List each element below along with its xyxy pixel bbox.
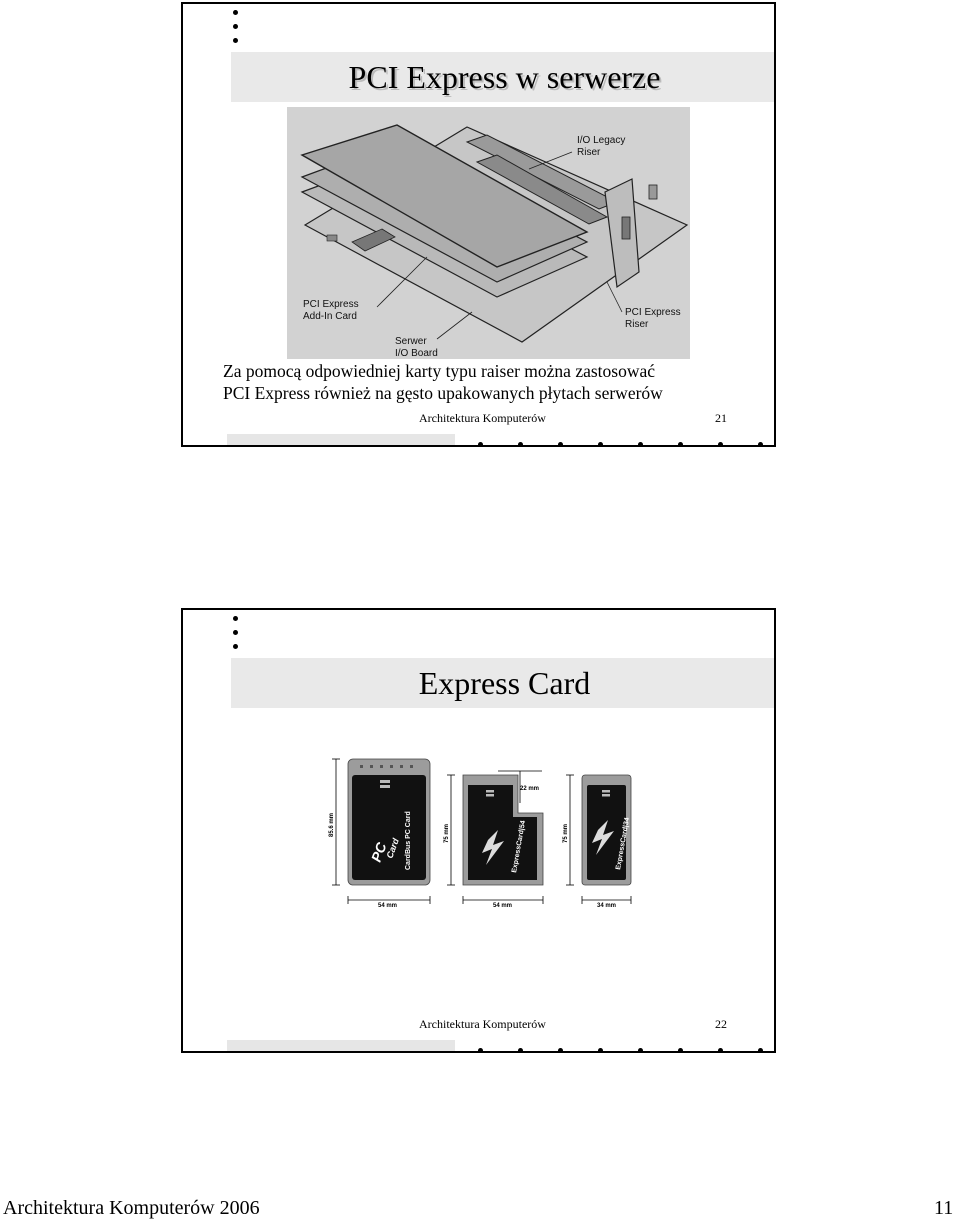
pc-card-width-label: 54 mm (378, 903, 398, 909)
ec34-width-label: 34 mm (597, 903, 617, 909)
pc-card-logo-1: PC (367, 840, 390, 865)
document-footer-title: Architektura Komputerów 2006 (3, 1197, 260, 1219)
io-legacy-riser-label: Riser (577, 147, 601, 158)
slide-title: PCI Express w serwerze (348, 59, 661, 95)
footer-dots (478, 442, 763, 447)
expresscard-34-icon (582, 775, 631, 885)
slide-22 (181, 608, 776, 1053)
addin-card-label-2: Add-In Card (303, 311, 357, 322)
riser-label-1: PCI Express (625, 307, 681, 318)
slide-footer-text: Architektura Komputerów (419, 1017, 546, 1031)
pc-card-height-label: 85.6 mm (329, 812, 335, 837)
decorative-dots (233, 616, 243, 658)
card-comparison-figure (318, 755, 638, 910)
pci-express-riser-figure (287, 107, 690, 359)
slide-title: Express Card (418, 665, 591, 701)
ec34-name: ExpressCard|34 (615, 816, 632, 871)
slide-21 (181, 2, 776, 447)
ec54-height-label: 75 mm (444, 823, 450, 843)
ec34-height-label: 75 mm (563, 823, 569, 843)
footer-dots (478, 1048, 763, 1053)
io-legacy-label: I/O Legacy (577, 135, 626, 146)
pc-card-logo-2: Card (384, 836, 401, 860)
slide-caption (223, 360, 763, 404)
caption-line-1: Za pomocą odpowiedniej karty typu raiser można zastosować (223, 361, 656, 381)
slide-page-number: 21 (715, 411, 727, 425)
pc-card-name: CardBus PC Card (405, 811, 412, 870)
io-board-label-1: Serwer (395, 336, 427, 347)
footer-bar (227, 434, 455, 447)
ec54-width-label: 54 mm (493, 903, 513, 909)
io-board-label-2: I/O Board (395, 348, 438, 359)
ec54-name: ExpressCard|54 (511, 819, 528, 874)
riser-label-2: Riser (625, 319, 649, 330)
document-page-number: 11 (934, 1197, 954, 1219)
footer-bar (227, 1040, 455, 1053)
addin-card-label-1: PCI Express (303, 299, 359, 310)
slide-footer-text: Architektura Komputerów (419, 411, 546, 425)
slide-page-number: 22 (715, 1017, 727, 1031)
caption-line-2: PCI Express również na gęsto upakowanych płytach serwerów (223, 383, 663, 403)
ec54-notch-label: 22 mm (520, 786, 540, 792)
pc-card-icon (348, 759, 430, 885)
decorative-dots (233, 10, 243, 52)
